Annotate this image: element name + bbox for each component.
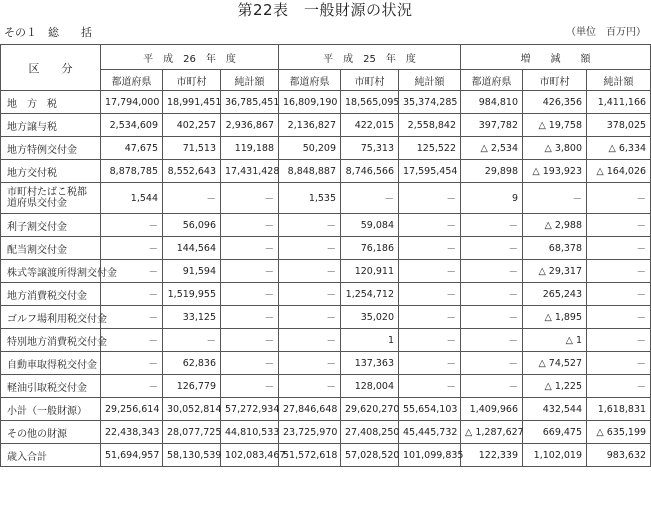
table-row (1, 444, 651, 467)
table-cell: 29,620,270 (341, 398, 399, 421)
table-cell: － (163, 183, 221, 214)
table-cell: － (587, 260, 651, 283)
row-label: 自動車取得税交付金 (1, 352, 101, 375)
table-cell: － (279, 352, 341, 375)
table-cell: － (221, 237, 279, 260)
table-row (1, 329, 651, 352)
table-cell: 35,374,285 (399, 91, 461, 114)
table-cell: 71,513 (163, 137, 221, 160)
row-label: 株式等譲渡所得割交付金 (1, 260, 101, 283)
table-cell: 17,595,454 (399, 160, 461, 183)
table-row (1, 260, 651, 283)
table-cell: 17,794,000 (101, 91, 163, 114)
column-header: 純計額 (221, 70, 279, 91)
table-cell: 378,025 (587, 114, 651, 137)
table-row (1, 237, 651, 260)
table-cell: 426,356 (523, 91, 587, 114)
table-cell: 101,099,835 (399, 444, 461, 467)
table-cell: 120,911 (341, 260, 399, 283)
table-cell: 51,572,618 (279, 444, 341, 467)
table-cell: － (399, 306, 461, 329)
table-cell: － (221, 183, 279, 214)
table-cell: 56,096 (163, 214, 221, 237)
table-cell: － (101, 214, 163, 237)
table-cell: － (587, 183, 651, 214)
table-cell: 122,339 (461, 444, 523, 467)
table-row (1, 91, 651, 114)
table-cell: － (279, 283, 341, 306)
table-cell: － (461, 260, 523, 283)
table-cell: 265,243 (523, 283, 587, 306)
table-cell: △ 635,199 (587, 421, 651, 444)
table-row (1, 214, 651, 237)
table-cell: 1,618,831 (587, 398, 651, 421)
row-label: 地方消費税交付金 (1, 283, 101, 306)
table-cell: － (587, 283, 651, 306)
table-cell: － (461, 375, 523, 398)
table-cell: △ 193,923 (523, 160, 587, 183)
corner-header: 区 分 (1, 45, 101, 91)
table-cell: － (101, 283, 163, 306)
table-row (1, 352, 651, 375)
table-cell: － (399, 283, 461, 306)
table-cell: △ 19,758 (523, 114, 587, 137)
table-cell: － (101, 352, 163, 375)
table-cell: － (221, 260, 279, 283)
table-cell: － (101, 306, 163, 329)
table-cell: △ 74,527 (523, 352, 587, 375)
row-label: 軽油引取税交付金 (1, 375, 101, 398)
table-cell: △ 3,800 (523, 137, 587, 160)
table-cell: － (221, 352, 279, 375)
page-title: 第22表 一般財源の状況 (237, 1, 413, 19)
table-cell: 51,694,957 (101, 444, 163, 467)
table-cell: － (341, 183, 399, 214)
table-cell: 1,535 (279, 183, 341, 214)
column-header: 都道府県 (461, 70, 523, 91)
row-label: 地方特例交付金 (1, 137, 101, 160)
table-cell: 50,209 (279, 137, 341, 160)
table-cell: 8,878,785 (101, 160, 163, 183)
table-cell: － (101, 260, 163, 283)
table-cell: － (587, 306, 651, 329)
table-cell: 57,028,520 (341, 444, 399, 467)
table-cell: 126,779 (163, 375, 221, 398)
table-row (1, 183, 651, 214)
table-cell: 432,544 (523, 398, 587, 421)
table-cell: － (587, 352, 651, 375)
table-cell: 68,378 (523, 237, 587, 260)
table-cell: － (279, 214, 341, 237)
table-cell: － (221, 306, 279, 329)
table-cell: － (523, 183, 587, 214)
table-row (1, 306, 651, 329)
table-row (1, 375, 651, 398)
table-cell: － (399, 329, 461, 352)
table-cell: － (221, 375, 279, 398)
unit-label: （単位 百万円） (566, 27, 646, 38)
table-cell: 17,431,428 (221, 160, 279, 183)
table-cell: 137,363 (341, 352, 399, 375)
table-cell: － (101, 375, 163, 398)
table-cell: 27,408,250 (341, 421, 399, 444)
table-cell: △ 1,895 (523, 306, 587, 329)
table-cell: － (587, 214, 651, 237)
table-cell: 125,522 (399, 137, 461, 160)
row-label: 歳入合計 (1, 444, 101, 467)
table-cell: 119,188 (221, 137, 279, 160)
table-cell: － (279, 260, 341, 283)
column-header: 市町村 (341, 70, 399, 91)
table-cell: 1,519,955 (163, 283, 221, 306)
table-cell: － (461, 306, 523, 329)
table-cell: － (461, 329, 523, 352)
table-cell: 59,084 (341, 214, 399, 237)
table-row (1, 283, 651, 306)
table-cell: － (279, 306, 341, 329)
table-cell: － (399, 352, 461, 375)
row-label: ゴルフ場利用税交付金 (1, 306, 101, 329)
table-cell: △ 1 (523, 329, 587, 352)
table-cell: △ 29,317 (523, 260, 587, 283)
table-cell: － (461, 283, 523, 306)
table-cell: 47,675 (101, 137, 163, 160)
table-cell: 1,102,019 (523, 444, 587, 467)
table-cell: 144,564 (163, 237, 221, 260)
table-cell: 2,936,867 (221, 114, 279, 137)
table-cell: － (399, 260, 461, 283)
table-cell: 984,810 (461, 91, 523, 114)
table-cell: 1,411,166 (587, 91, 651, 114)
table-cell: 30,052,814 (163, 398, 221, 421)
table-cell: 58,130,539 (163, 444, 221, 467)
table-cell: 44,810,533 (221, 421, 279, 444)
table-cell: 23,725,970 (279, 421, 341, 444)
table-cell: 27,846,648 (279, 398, 341, 421)
table-cell: － (399, 375, 461, 398)
table-cell: － (101, 237, 163, 260)
table-cell: 75,313 (341, 137, 399, 160)
table-cell: 402,257 (163, 114, 221, 137)
table-cell: 28,077,725 (163, 421, 221, 444)
row-label: 地 方 税 (1, 91, 101, 114)
column-header: 純計額 (587, 70, 651, 91)
table-cell: － (163, 329, 221, 352)
table-cell: △ 1,225 (523, 375, 587, 398)
group-header: 平 成 25 年 度 (279, 45, 461, 70)
table-cell: － (221, 329, 279, 352)
table-cell: 1,254,712 (341, 283, 399, 306)
column-header: 純計額 (399, 70, 461, 91)
table-cell: △ 6,334 (587, 137, 651, 160)
table-cell: △ 2,988 (523, 214, 587, 237)
table-cell: 1,409,966 (461, 398, 523, 421)
group-header: 平 成 26 年 度 (101, 45, 279, 70)
table-cell: － (461, 352, 523, 375)
row-label: 利子割交付金 (1, 214, 101, 237)
table-cell: 128,004 (341, 375, 399, 398)
general-revenue-table (0, 44, 651, 467)
table-cell: － (587, 329, 651, 352)
table-row (1, 114, 651, 137)
table-cell: 29,256,614 (101, 398, 163, 421)
column-header: 都道府県 (101, 70, 163, 91)
table-cell: － (279, 237, 341, 260)
table-row (1, 137, 651, 160)
column-header: 都道府県 (279, 70, 341, 91)
table-row (1, 398, 651, 421)
table-cell: 2,534,609 (101, 114, 163, 137)
row-label: その他の財源 (1, 421, 101, 444)
table-cell: － (221, 283, 279, 306)
table-cell: 76,186 (341, 237, 399, 260)
table-subtitle: その１ 総 括 (4, 26, 92, 39)
table-cell: 57,272,934 (221, 398, 279, 421)
table-cell: 16,809,190 (279, 91, 341, 114)
table-cell: 102,083,467 (221, 444, 279, 467)
table-cell: 91,594 (163, 260, 221, 283)
table-cell: 33,125 (163, 306, 221, 329)
table-cell: 22,438,343 (101, 421, 163, 444)
table-cell: 8,848,887 (279, 160, 341, 183)
row-label: 配当割交付金 (1, 237, 101, 260)
table-cell: － (279, 375, 341, 398)
table-cell: △ 1,287,627 (461, 421, 523, 444)
table-cell: 8,746,566 (341, 160, 399, 183)
table-cell: 1 (341, 329, 399, 352)
table-cell: 422,015 (341, 114, 399, 137)
table-cell: － (461, 214, 523, 237)
row-label: 小計（一般財源） (1, 398, 101, 421)
table-cell: 9 (461, 183, 523, 214)
row-label: 市町村たばこ税都道府県交付金 (1, 183, 101, 214)
table-cell: － (399, 183, 461, 214)
row-label: 地方譲与税 (1, 114, 101, 137)
table-cell: 45,445,732 (399, 421, 461, 444)
table-cell: 983,632 (587, 444, 651, 467)
table-cell: 55,654,103 (399, 398, 461, 421)
table-cell: 397,782 (461, 114, 523, 137)
table-cell: 18,991,451 (163, 91, 221, 114)
column-header: 市町村 (163, 70, 221, 91)
row-label: 特別地方消費税交付金 (1, 329, 101, 352)
table-row (1, 421, 651, 444)
table-cell: 62,836 (163, 352, 221, 375)
table-cell: － (279, 329, 341, 352)
table-cell: 18,565,095 (341, 91, 399, 114)
table-cell: 2,136,827 (279, 114, 341, 137)
table-cell: － (399, 237, 461, 260)
table-cell: － (461, 237, 523, 260)
table-cell: 669,475 (523, 421, 587, 444)
table-cell: － (587, 237, 651, 260)
table-cell: － (221, 214, 279, 237)
table-cell: 29,898 (461, 160, 523, 183)
table-cell: － (399, 214, 461, 237)
table-cell: － (101, 329, 163, 352)
group-header: 増 減 額 (461, 45, 651, 70)
table-cell: － (587, 375, 651, 398)
table-cell: 1,544 (101, 183, 163, 214)
row-label: 地方交付税 (1, 160, 101, 183)
table-cell: 35,020 (341, 306, 399, 329)
table-cell: 36,785,451 (221, 91, 279, 114)
table-cell: △ 2,534 (461, 137, 523, 160)
table-cell: 8,552,643 (163, 160, 221, 183)
table-cell: △ 164,026 (587, 160, 651, 183)
table-row (1, 160, 651, 183)
table-cell: 2,558,842 (399, 114, 461, 137)
column-header: 市町村 (523, 70, 587, 91)
